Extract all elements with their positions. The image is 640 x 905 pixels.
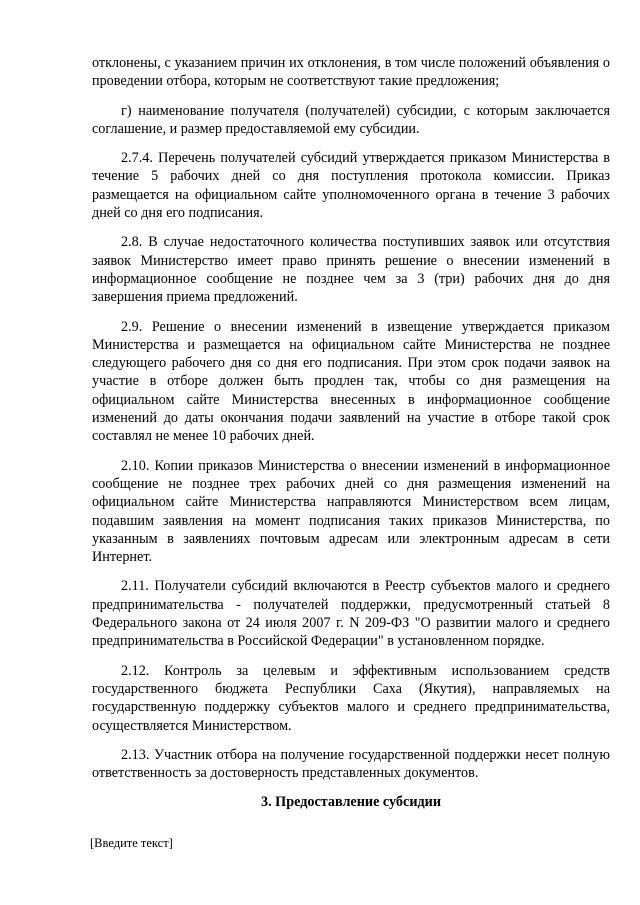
paragraph-item-g: г) наименование получателя (получателей) субсидии, с которым заключается соглашение, и размер предоставляемой ему субсидии.	[92, 102, 610, 137]
paragraph-2-9: 2.9. Решение о внесении изменений в извещение утверждается приказом Министерства и размещается на официальном сайте Министерства не позднее следующего рабочего дня со дня его подписания. При этом срок подачи заявок на участие в отборе должен быть продлен так, чтобы со дня размещения на официальном сайте Министерства внесенных в информационное сообщение изменений до даты окончания подачи заявлений на участие в отборе такой срок составлял не менее 10 рабочих дней.	[92, 318, 610, 445]
paragraph-2-11: 2.11. Получатели субсидий включаются в Реестр субъектов малого и среднего предпринимательства - получателей поддержки, предусмотренный статьей 8 Федерального закона от 24 июля 2007 г. N 209-ФЗ "О развитии малого и среднего предпринимательства в Российской Федерации" в установленном порядке.	[92, 578, 610, 650]
paragraph-continuation: отклонены, с указанием причин их отклонения, в том числе положений объявления о проведении отбора, которым не соответствуют такие предложения;	[92, 55, 610, 90]
paragraph-2-13: 2.13. Участник отбора на получение государственной поддержки несет полную ответственность за достоверность представленных документов.	[92, 746, 610, 782]
paragraph-2-10: 2.10. Копии приказов Министерства о внесении изменений в информационное сообщение не позднее трех рабочих дней со дня размещения изменений на официальном сайте Министерства направляются Министерством всем лицам, подавшим заявления на момент подписания таких приказов Министерства, по указанным в заявлениях почтовым адресам или электронным адресам в сети Интернет.	[92, 457, 610, 566]
paragraph-2-7-4: 2.7.4. Перечень получателей субсидий утверждается приказом Министерства в течение 5 рабочих дней со дня поступления протокола комиссии. Приказ размещается на официальном сайте уполномоченного органа в течение 3 рабочих дней со дня его подписания.	[92, 150, 610, 222]
paragraph-2-12: 2.12. Контроль за целевым и эффективным использованием средств государственного бюджета Республики Саха (Якутия), направляемых на государственную поддержку субъектов малого и среднего предпринимательства, осуществляется Министерством.	[92, 662, 610, 734]
footer-placeholder[interactable]: [Введите текст]	[90, 836, 173, 850]
paragraph-2-8: 2.8. В случае недостаточного количества поступивших заявок или отсутствия заявок Министерство имеет право принять решение о внесении изменений в информационное сообщение не позднее чем за 3 (три) рабочих дня до дня завершения приема предложений.	[92, 234, 610, 306]
section-heading: 3. Предоставление субсидии	[260, 794, 442, 811]
